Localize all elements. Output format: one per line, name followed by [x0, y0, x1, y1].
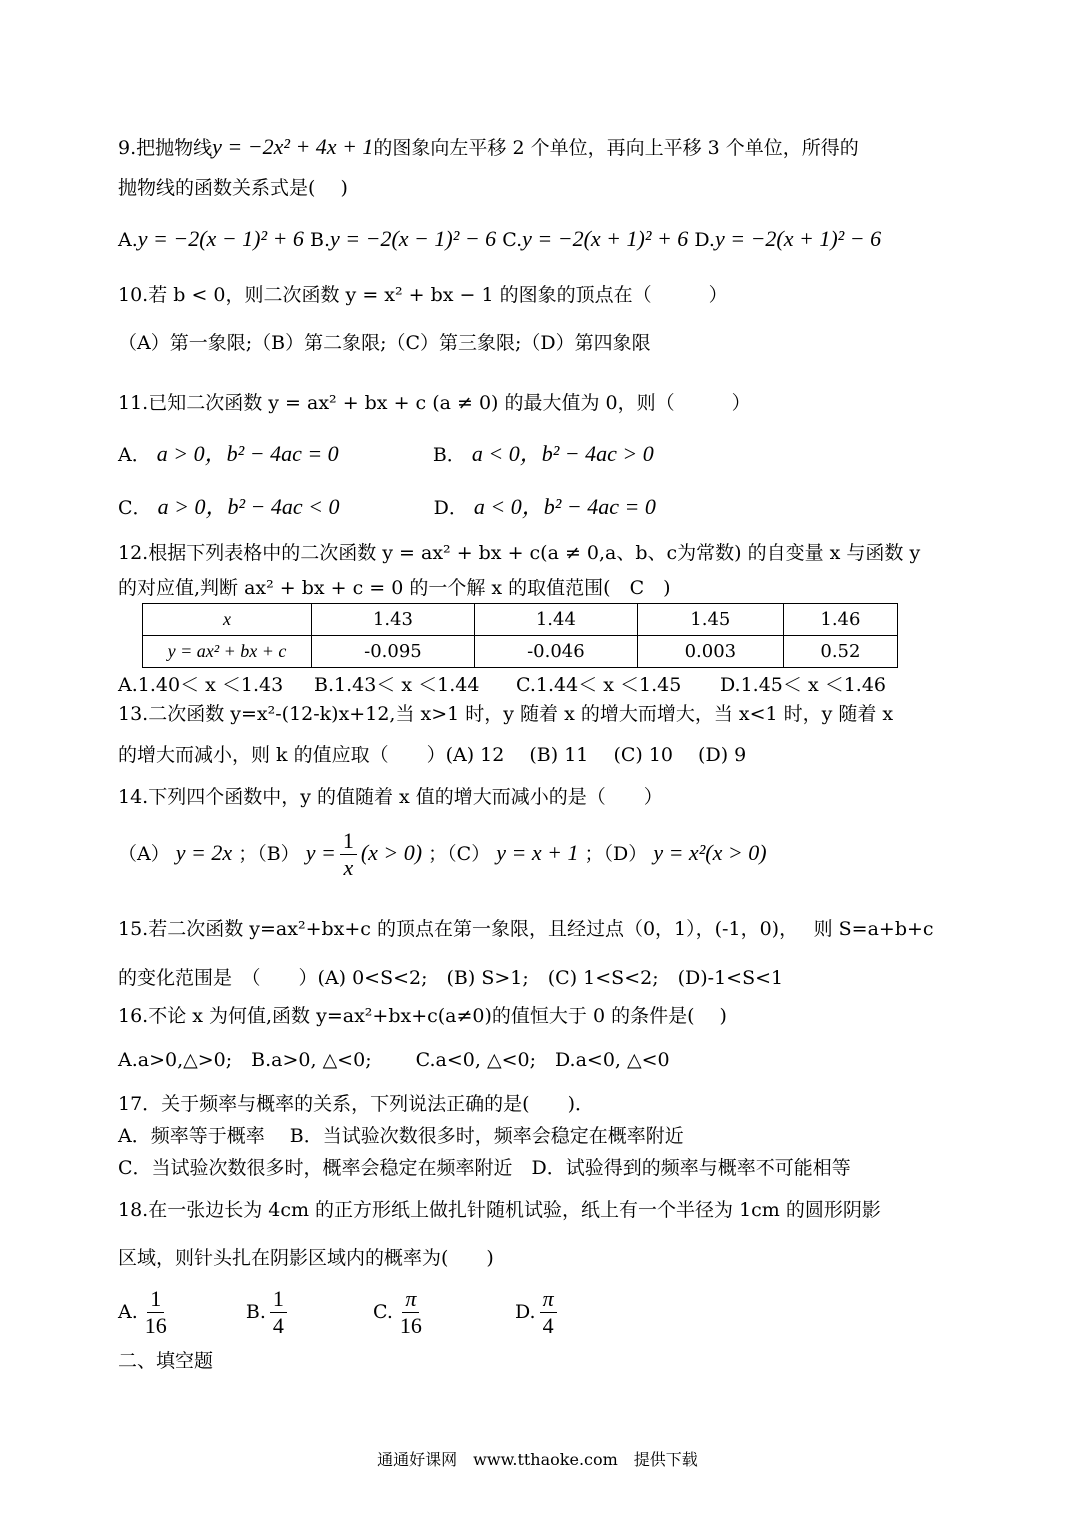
q11-option-a-label: A． — [118, 444, 151, 466]
page-footer: 通通好课网 www.tthaoke.com 提供下载 — [377, 1450, 698, 1469]
fraction-denominator: 16 — [144, 1313, 167, 1339]
q17-line3: C．当试验次数很多时，概率会稳定在频率附近 D．试验得到的频率与概率不可能相等 — [118, 1157, 851, 1179]
q11-option-c: a > 0，b² − 4ac < 0 — [157, 494, 340, 519]
q9-option-c: y = −2(x + 1)² + 6 — [522, 226, 689, 251]
q14-option-c: y = x + 1 — [496, 839, 579, 865]
q17-stem: 17．关于频率与概率的关系，下列说法正确的是( )． — [118, 1093, 595, 1115]
section-heading: 二、填空题 — [118, 1350, 214, 1372]
q14-option-b-lhs: y = — [305, 839, 336, 865]
q14-option-b-label: ；（B） — [238, 842, 300, 865]
q12-line2: 的对应值,判断 ax² + bx + c = 0 的一个解 x 的取值范围( C ) — [118, 577, 671, 599]
table-cell: 1.45 — [637, 604, 783, 636]
fraction-denominator: x — [343, 855, 354, 881]
table-row — [143, 636, 898, 668]
q9-stem-a: 9.把抛物线 — [118, 137, 213, 159]
q9-option-b-label: B. — [309, 229, 330, 251]
q14-stem: 14.下列四个函数中，y 的值随着 x 值的增大而减小的是（ ） — [118, 786, 663, 808]
q17-line2: A．频率等于概率 B．当试验次数很多时，频率会稳定在概率附近 — [118, 1125, 684, 1147]
q18-option-a-label: A. — [118, 1300, 138, 1323]
fraction-denominator: 4 — [272, 1313, 284, 1339]
q14-option-d: y = x²(x > 0) — [653, 839, 767, 865]
q9-stem-b: 的图象向左平移 2 个单位，再向上平移 3 个单位，所得的 — [373, 137, 859, 159]
q11-option-d-label: D． — [433, 497, 468, 519]
fraction-numerator: 1 — [147, 1286, 164, 1313]
q18-line1: 18.在一张边长为 4cm 的正方形纸上做扎针随机试验，纸上有一个半径为 1cm 的圆形阴影 — [118, 1199, 881, 1221]
q9-stem — [118, 134, 859, 160]
q18-option-c-fraction — [397, 1286, 425, 1340]
q11-options-row1 — [118, 441, 654, 467]
q9-line2: 抛物线的函数关系式是( ) — [118, 177, 348, 199]
q12-option-d: D.1.45＜ x ＜1.46 — [720, 674, 886, 696]
q18-option-a-fraction — [142, 1286, 170, 1340]
fraction-numerator: π — [402, 1286, 419, 1313]
table-row — [143, 604, 898, 636]
q14-option-c-label: ；（C） — [428, 842, 491, 865]
q14-option-a-label: （A） — [118, 842, 170, 865]
q14-option-a: y = 2x — [175, 839, 233, 865]
q12-value-table — [142, 603, 898, 668]
q12-option-b: B.1.43＜ x ＜1.44 — [314, 674, 480, 696]
q18-options — [118, 1286, 561, 1340]
table-cell: 1.46 — [783, 604, 897, 636]
table-header-x: x — [143, 604, 312, 636]
q11-option-a: a > 0，b² − 4ac = 0 — [156, 441, 339, 466]
q10-options: （A）第一象限;（B）第二象限;（C）第三象限;（D）第四象限 — [118, 332, 651, 354]
q9-option-c-label: C. — [502, 229, 523, 251]
fraction-numerator: π — [540, 1286, 557, 1313]
q18-option-d-fraction — [540, 1286, 557, 1340]
q11-stem: 11.已知二次函数 y = ax² + bx + c (a ≠ 0) 的最大值为 0，则（ ） — [118, 392, 751, 414]
q14-options — [118, 828, 767, 882]
q13-line1: 13.二次函数 y=x²-(12-k)x+12,当 x>1 时，y 随着 x 的增大而增大，当 x<1 时，y 随着 x — [118, 703, 894, 725]
q9-option-d: y = −2(x + 1)² − 6 — [714, 226, 882, 251]
q14-option-d-label: ；（D） — [584, 842, 648, 865]
q18-option-b-fraction — [270, 1286, 287, 1340]
table-cell: -0.095 — [312, 636, 475, 668]
q11-options-row2 — [118, 494, 656, 520]
table-cell: 1.44 — [474, 604, 637, 636]
q18-line2: 区域，则针头扎在阴影区域内的概率为( ) — [118, 1247, 494, 1269]
q12-options — [118, 674, 886, 697]
q18-option-b-label: B. — [245, 1300, 266, 1323]
q10-stem: 10.若 b < 0，则二次函数 y = x² + bx − 1 的图象的顶点在（ ） — [118, 284, 728, 306]
table-cell: 0.003 — [637, 636, 783, 668]
fraction-denominator: 4 — [542, 1313, 554, 1339]
q13-line2: 的增大而减小，则 k 的值应取（ ）(A) 12 (B) 11 (C) 10 (D) 9 — [118, 744, 747, 766]
q11-option-d: a < 0，b² − 4ac = 0 — [473, 494, 656, 519]
table-cell: 0.52 — [783, 636, 897, 668]
table-header-y: y = ax² + bx + c — [143, 636, 312, 668]
table-cell: 1.43 — [312, 604, 475, 636]
fraction-numerator: 1 — [340, 828, 357, 855]
q11-option-b: a < 0，b² − 4ac > 0 — [471, 441, 654, 466]
table-cell: -0.046 — [474, 636, 637, 668]
q15-line2: 的变化范围是 （ ）(A) 0<S<2; (B) S>1; (C) 1<S<2; (D)-1<S<1 — [118, 967, 784, 989]
q9-option-b: y = −2(x − 1)² − 6 — [330, 226, 497, 251]
q9-options — [118, 226, 881, 252]
q16-stem: 16.不论 x 为何值,函数 y=ax²+bx+c(a≠0)的值恒大于 0 的条件是( ) — [118, 1005, 727, 1027]
q14-fraction — [340, 828, 357, 882]
q11-option-b-label: B． — [432, 444, 466, 466]
q15-line1: 15.若二次函数 y=ax²+bx+c 的顶点在第一象限，且经过点（0，1），(-1，0)， 则 S=a+b+c — [118, 918, 934, 940]
q12-line1: 12.根据下列表格中的二次函数 y = ax² + bx + c(a ≠ 0,a、b、c为常数) 的自变量 x 与函数 y — [118, 542, 921, 564]
q9-option-d-label: D. — [694, 229, 715, 251]
q9-option-a-label: A. — [118, 229, 138, 251]
fraction-denominator: 16 — [399, 1313, 422, 1339]
q11-option-c-label: C． — [118, 497, 152, 519]
q16-options: A.a>0,△>0; B.a>0, △<0; C.a<0, △<0; D.a<0, △<0 — [118, 1049, 670, 1071]
q14-option-b-domain: (x > 0) — [360, 839, 423, 865]
q9-expression: y = −2x² + 4x + 1 — [212, 134, 374, 159]
q18-option-d-label: D. — [514, 1300, 536, 1323]
q18-option-c-label: C. — [372, 1300, 393, 1323]
q9-option-a: y = −2(x − 1)² + 6 — [137, 226, 304, 251]
fraction-numerator: 1 — [270, 1286, 287, 1313]
q12-option-a: A.1.40＜ x ＜1.43 — [118, 674, 284, 696]
q12-option-c: C.1.44＜ x ＜1.45 — [516, 674, 682, 696]
